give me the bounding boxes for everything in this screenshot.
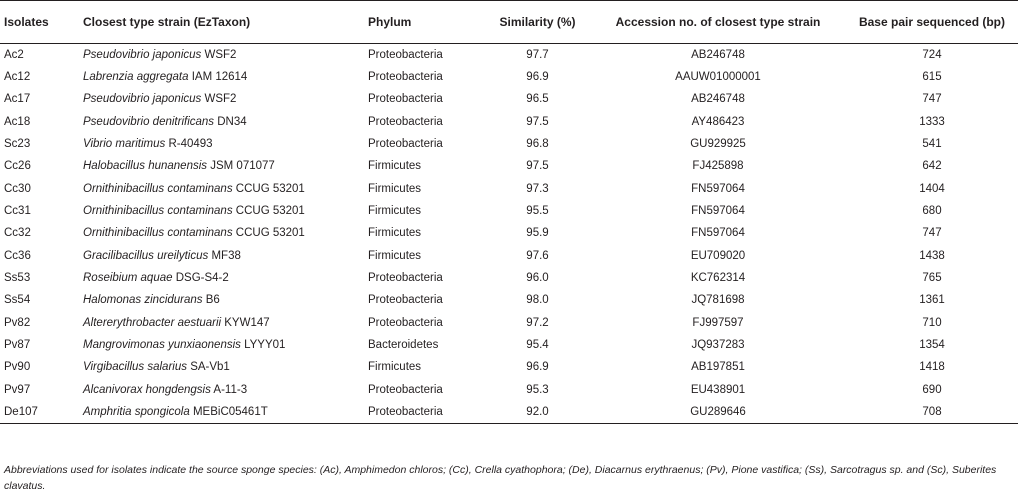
cell-accession: GU929925 <box>690 138 746 151</box>
cell-isolate: Ss53 <box>4 272 31 285</box>
species-name: Amphritia spongicola <box>83 405 190 418</box>
cell-base-pairs: 724 <box>922 48 942 61</box>
cell-base-pairs: 710 <box>922 316 942 329</box>
species-name: Virgibacillus salarius <box>83 361 187 374</box>
cell-accession: KC762314 <box>690 272 746 285</box>
cell-accession: JQ781698 <box>691 294 745 307</box>
strain-designation: CCUG 53201 <box>235 182 305 195</box>
cell-base-pairs: 747 <box>922 93 942 106</box>
species-name: Alcanivorax hongdengsis <box>83 383 211 396</box>
cell-isolate: Ac18 <box>4 115 31 128</box>
strain-designation: WSF2 <box>204 93 237 106</box>
strain-designation: SA-Vb1 <box>190 361 230 374</box>
header-base-pairs: Base pair sequenced (bp) <box>846 1 1018 44</box>
cell-phylum: Firmicutes <box>368 361 422 374</box>
header-phylum: Phylum <box>368 1 485 44</box>
cell-accession: FJ997597 <box>692 316 744 329</box>
table-row <box>0 356 1018 378</box>
cell-closest-type-strain <box>83 66 368 88</box>
species-name: Halomonas zincidurans <box>83 294 203 307</box>
cell-isolate: Ac17 <box>4 93 31 106</box>
cell-base-pairs: 1404 <box>919 182 945 195</box>
cell-accession: FN597064 <box>691 227 745 240</box>
cell-isolate: Ac2 <box>4 48 24 61</box>
species-name: Pseudovibrio japonicus <box>83 48 202 61</box>
table-row <box>0 401 1018 423</box>
cell-base-pairs: 642 <box>922 160 942 173</box>
cell-closest-type-strain <box>83 379 368 401</box>
table-row <box>0 334 1018 356</box>
cell-similarity: 95.9 <box>526 227 549 240</box>
cell-phylum: Firmicutes <box>368 182 422 195</box>
cell-closest-type-strain <box>83 267 368 289</box>
table-row <box>0 88 1018 110</box>
cell-isolate: Ss54 <box>4 294 31 307</box>
cell-phylum: Bacteroidetes <box>368 339 439 352</box>
table-body <box>0 44 1018 424</box>
cell-phylum: Proteobacteria <box>368 115 443 128</box>
cell-closest-type-strain <box>83 356 368 378</box>
cell-base-pairs: 1354 <box>919 339 945 352</box>
cell-accession: AY486423 <box>691 115 745 128</box>
cell-base-pairs: 615 <box>922 71 942 84</box>
cell-base-pairs: 1361 <box>919 294 945 307</box>
species-name: Vibrio maritimus <box>83 138 166 151</box>
cell-phylum: Proteobacteria <box>368 401 485 423</box>
cell-phylum: Proteobacteria <box>368 93 443 106</box>
cell-similarity: 92.0 <box>485 401 590 423</box>
cell-base-pairs: 1438 <box>919 249 945 262</box>
species-name: Labrenzia aggregata <box>83 71 189 84</box>
cell-base-pairs: 747 <box>922 227 942 240</box>
cell-isolate: Cc36 <box>4 249 31 262</box>
header-closest-type-strain: Closest type strain (EzTaxon) <box>83 1 368 44</box>
table-row <box>0 200 1018 222</box>
cell-similarity: 96.9 <box>526 361 549 374</box>
table-row <box>0 66 1018 88</box>
table-row <box>0 379 1018 401</box>
species-name: Ornithinibacillus contaminans <box>83 205 233 218</box>
strain-designation: DN34 <box>217 115 247 128</box>
cell-similarity: 95.4 <box>526 339 549 352</box>
cell-base-pairs: 690 <box>922 383 942 396</box>
table-row <box>0 178 1018 200</box>
cell-isolate: Pv87 <box>4 339 31 352</box>
cell-isolate: Cc26 <box>4 160 31 173</box>
cell-accession: FN597064 <box>691 205 745 218</box>
cell-phylum: Proteobacteria <box>368 71 443 84</box>
strain-designation: CCUG 53201 <box>235 205 305 218</box>
cell-base-pairs: 708 <box>846 401 1018 423</box>
cell-closest-type-strain <box>83 88 368 110</box>
cell-closest-type-strain <box>83 155 368 177</box>
strain-designation: JSM 071077 <box>210 160 275 173</box>
cell-phylum: Proteobacteria <box>368 294 443 307</box>
cell-similarity: 97.5 <box>526 160 549 173</box>
cell-similarity: 96.0 <box>526 272 549 285</box>
species-name: Roseibium aquae <box>83 272 173 285</box>
table-row <box>0 111 1018 133</box>
species-name: Mangrovimonas yunxiaonensis <box>83 339 241 352</box>
cell-phylum: Firmicutes <box>368 205 422 218</box>
cell-phylum: Proteobacteria <box>368 138 443 151</box>
cell-phylum: Firmicutes <box>368 249 422 262</box>
cell-phylum: Firmicutes <box>368 227 422 240</box>
cell-closest-type-strain <box>83 312 368 334</box>
header-row <box>0 1 1018 44</box>
cell-closest-type-strain <box>83 200 368 222</box>
species-name: Halobacillus hunanensis <box>83 160 208 173</box>
species-name: Pseudovibrio denitrificans <box>83 115 215 128</box>
cell-phylum: Proteobacteria <box>368 383 443 396</box>
cell-base-pairs: 765 <box>922 272 942 285</box>
cell-closest-type-strain <box>83 334 368 356</box>
cell-isolate: Sc23 <box>4 138 31 151</box>
cell-accession: AB246748 <box>691 48 745 61</box>
cell-accession: AB246748 <box>691 93 745 106</box>
cell-phylum: Firmicutes <box>368 160 422 173</box>
strain-designation: A-11-3 <box>213 383 248 396</box>
cell-accession: GU289646 <box>590 401 846 423</box>
table-row <box>0 155 1018 177</box>
cell-accession: JQ937283 <box>691 339 745 352</box>
cell-similarity: 95.3 <box>526 383 549 396</box>
species-name: Gracilibacillus ureilyticus <box>83 249 209 262</box>
table-row <box>0 133 1018 155</box>
cell-accession: AB197851 <box>691 361 745 374</box>
cell-closest-type-strain <box>83 222 368 244</box>
table-footnote: Abbreviations used for isolates indicate the source sponge species: (Ac), Amphimedon chloros; (Cc), Crella cyathophora; (De), Diacarnus erythraenus; (Pv), Pione vastifica; (Ss), Sarcotragus sp. and (Sc), Suberites clavatus. <box>4 464 997 492</box>
strain-designation: WSF2 <box>204 48 237 61</box>
table-row <box>0 289 1018 311</box>
cell-similarity: 97.5 <box>526 115 549 128</box>
strain-designation: CCUG 53201 <box>235 227 305 240</box>
cell-similarity: 98.0 <box>526 294 549 307</box>
cell-similarity: 95.5 <box>526 205 549 218</box>
header-isolates: Isolates <box>0 1 83 44</box>
species-name: Pseudovibrio japonicus <box>83 93 202 106</box>
cell-similarity: 97.7 <box>526 48 549 61</box>
cell-similarity: 97.6 <box>526 249 549 262</box>
strain-designation: KYW147 <box>224 316 270 329</box>
strain-designation: IAM 12614 <box>191 71 248 84</box>
cell-isolate: Cc31 <box>4 205 31 218</box>
species-name: Ornithinibacillus contaminans <box>83 227 233 240</box>
cell-isolate: Ac12 <box>4 71 31 84</box>
cell-accession: EU438901 <box>690 383 746 396</box>
cell-phylum: Proteobacteria <box>368 272 443 285</box>
strain-designation: DSG-S4-2 <box>175 272 229 285</box>
cell-base-pairs: 1333 <box>919 115 945 128</box>
table-row <box>0 312 1018 334</box>
cell-base-pairs: 1418 <box>919 361 945 374</box>
cell-accession: FN597064 <box>691 182 745 195</box>
cell-base-pairs: 541 <box>922 138 942 151</box>
cell-isolate: Cc30 <box>4 182 31 195</box>
cell-phylum: Proteobacteria <box>368 48 443 61</box>
cell-isolate: Pv90 <box>4 361 31 374</box>
species-name: Altererythrobacter aestuarii <box>83 316 222 329</box>
cell-similarity: 97.3 <box>526 182 549 195</box>
cell-isolate: Cc32 <box>4 227 31 240</box>
cell-accession: EU709020 <box>690 249 746 262</box>
cell-accession: AAUW01000001 <box>675 71 761 84</box>
cell-similarity: 96.8 <box>526 138 549 151</box>
cell-closest-type-strain <box>83 245 368 267</box>
strain-designation: B6 <box>205 294 220 307</box>
cell-closest-type-strain <box>83 133 368 155</box>
cell-closest-type-strain <box>83 401 368 423</box>
cell-closest-type-strain <box>83 289 368 311</box>
species-name: Ornithinibacillus contaminans <box>83 182 233 195</box>
table-row <box>0 245 1018 267</box>
cell-phylum: Proteobacteria <box>368 316 443 329</box>
table-row <box>0 222 1018 244</box>
cell-isolate: De107 <box>0 401 83 423</box>
cell-similarity: 96.5 <box>526 93 549 106</box>
cell-isolate: Pv97 <box>4 383 31 396</box>
strain-designation: LYYY01 <box>244 339 286 352</box>
cell-similarity: 97.2 <box>526 316 549 329</box>
header-accession: Accession no. of closest type strain <box>590 1 846 44</box>
header-similarity: Similarity (%) <box>485 1 590 44</box>
strain-designation: MEBiC05461T <box>192 405 268 418</box>
strain-designation: R-40493 <box>168 138 213 151</box>
cell-closest-type-strain <box>83 111 368 133</box>
cell-closest-type-strain <box>83 178 368 200</box>
table-row <box>0 44 1018 66</box>
table-row <box>0 267 1018 289</box>
table-header <box>0 1 1018 44</box>
strain-designation: MF38 <box>211 249 241 262</box>
cell-closest-type-strain <box>83 44 368 66</box>
cell-isolate: Pv82 <box>4 316 31 329</box>
cell-similarity: 96.9 <box>526 71 549 84</box>
cell-accession: FJ425898 <box>692 160 744 173</box>
cell-base-pairs: 680 <box>922 205 942 218</box>
